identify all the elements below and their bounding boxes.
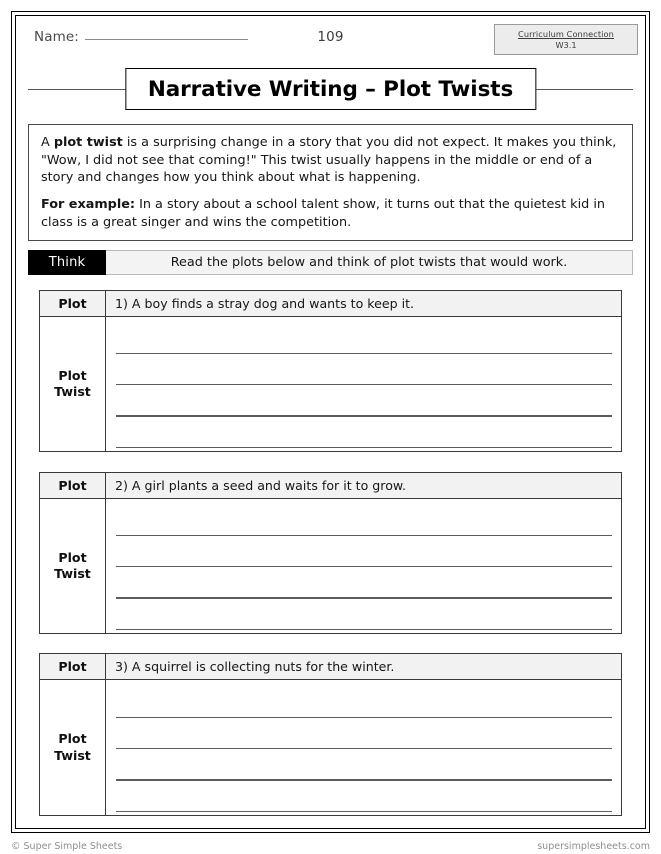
definition-box	[28, 124, 633, 241]
plot-section-3	[39, 653, 622, 816]
title-box	[125, 68, 536, 110]
page-title: Narrative Writing – Plot Twists	[147, 76, 514, 102]
page-number: 109	[317, 29, 344, 45]
plot-text-2: 2) A girl plants a seed and waits for it to grow.	[115, 478, 407, 493]
plot-twist-answer-area-1[interactable]	[106, 317, 621, 451]
worksheet-page-inner-border	[15, 15, 646, 829]
worksheet-header	[16, 16, 645, 62]
plot-twist-label-line1: Plot	[58, 549, 87, 565]
plot-label-1: Plot	[40, 291, 106, 316]
worksheet-footer	[11, 838, 650, 854]
footer-website[interactable]: supersimplesheets.com	[537, 840, 650, 852]
plot-text-3: 3) A squirrel is collecting nuts for the winter.	[115, 659, 395, 674]
write-line-spacer	[116, 749, 612, 779]
example-label: For example:	[41, 196, 136, 212]
plot-label-2: Plot	[40, 473, 106, 498]
plot-text-1: 1) A boy finds a stray dog and wants to keep it.	[115, 296, 415, 311]
curriculum-connection-code: W3.1	[555, 39, 577, 50]
plot-header-row-1	[40, 291, 621, 317]
think-bar	[28, 250, 633, 275]
plot-twist-label-line1: Plot	[58, 731, 87, 747]
write-line-bottom-pad	[116, 630, 612, 633]
plot-twist-answer-area-2[interactable]	[106, 499, 621, 633]
plot-header-row-3	[40, 654, 621, 680]
definition-lead: A	[41, 135, 54, 150]
worksheet-page-outer-border	[11, 11, 650, 833]
plot-twist-label-2	[40, 499, 106, 633]
plot-section-1	[39, 290, 622, 452]
write-line-spacer	[116, 385, 612, 415]
plot-twist-label-line1: Plot	[58, 367, 87, 383]
name-label: Name:	[34, 29, 79, 45]
footer-copyright: © Super Simple Sheets	[11, 840, 123, 852]
think-label: Think	[28, 250, 106, 275]
plot-twist-label-line2: Twist	[54, 747, 91, 763]
curriculum-connection-badge	[494, 24, 638, 55]
plot-twist-row-2	[40, 499, 621, 633]
example-paragraph	[41, 196, 621, 231]
curriculum-connection-title: Curriculum Connection	[518, 29, 614, 40]
write-line-spacer	[116, 599, 612, 629]
plot-section-2	[39, 472, 622, 634]
plot-twist-answer-area-3[interactable]	[106, 680, 621, 815]
write-line-bottom-pad	[116, 448, 612, 451]
plot-twist-row-1	[40, 317, 621, 451]
think-instruction: Read the plots below and think of plot twists that would work.	[106, 250, 633, 275]
definition-paragraph	[41, 134, 621, 187]
write-line-bottom-pad	[116, 812, 612, 815]
title-band	[16, 68, 645, 110]
write-line-spacer	[116, 354, 612, 384]
plot-twist-label-line2: Twist	[54, 384, 91, 399]
write-line-spacer	[116, 718, 612, 748]
plot-header-row-2	[40, 473, 621, 499]
write-line-spacer	[116, 536, 612, 566]
plot-twist-label-line2: Twist	[54, 566, 91, 581]
plot-twist-label-1	[40, 317, 106, 451]
plot-twist-row-3	[40, 680, 621, 815]
write-line-spacer	[116, 417, 612, 447]
write-line-spacer	[116, 781, 612, 811]
definition-rest: is a surprising change in a story that you did not expect. It makes you think, "Wow, I did not see that coming!" This twist usually happens in the middle or end of a story and changes how you think about what is happening.	[41, 135, 617, 186]
plot-twist-label-3	[40, 680, 106, 815]
definition-term: plot twist	[53, 135, 123, 150]
plot-label-3: Plot	[40, 654, 106, 679]
example-text: In a story about a school talent show, it turns out that the quietest kid in class is a great singer and wins the competition.	[41, 196, 605, 230]
write-line-spacer	[116, 567, 612, 597]
